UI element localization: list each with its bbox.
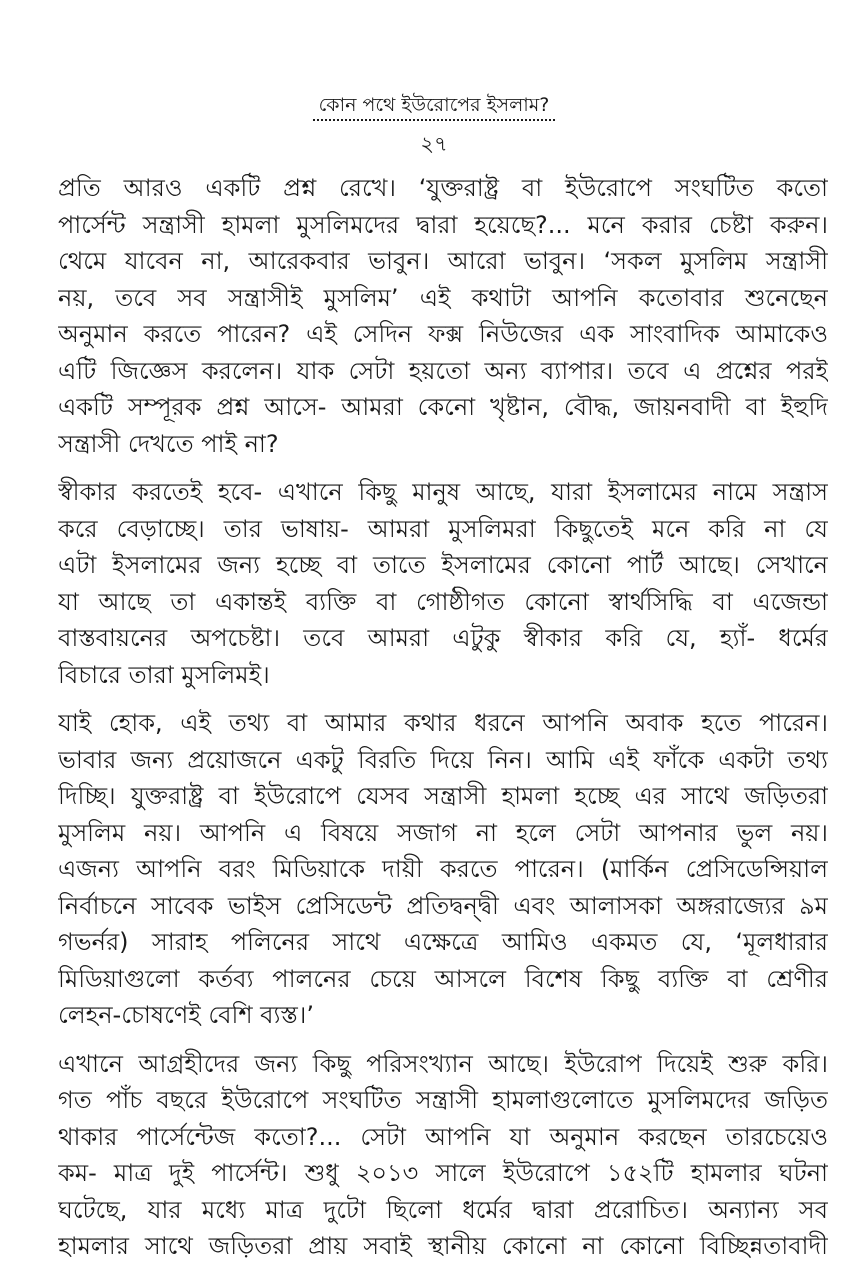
text-line: এটা ইসলামের জন্য হচ্ছে বা তাতে ইসলামের কোনো পার্ট আছে। সেখানে <box>58 551 828 579</box>
text-line: ঘটেছে, যার মধ্যে মাত্র দুটো ছিলো ধর্মের দ্বারা প্ররোচিত। অন্যান্য সব <box>58 1195 828 1224</box>
paragraph <box>58 170 828 462</box>
page-number: ২৭ <box>420 132 448 156</box>
text-line: যাই হোক, এই তথ্য বা আমার কথার ধরনে আপনি অবাক হতে পারেন। <box>58 709 828 737</box>
text-line: গত পাঁচ বছরে ইউরোপে সংঘটিত সন্ত্রাসী হামলাগুলোতে মুসলিমদের জড়িত <box>58 1086 828 1114</box>
text-line: বিচারে তারা মুসলিমই। <box>58 660 270 689</box>
text-line: সন্ত্রাসী দেখতে পাই না? <box>58 429 279 458</box>
text-line: পার্সেন্ট সন্ত্রাসী হামলা মুসলিমদের দ্বারা হয়েছে?... মনে করার চেষ্টা করুন। <box>58 210 828 239</box>
text-line: একটি সম্পূরক প্রশ্ন আসে- আমরা কেনো খৃষ্টান, বৌদ্ধ, জায়নবাদী বা ইহুদি <box>58 393 828 421</box>
text-line: এজন্য আপনি বরং মিডিয়াকে দায়ী করতে পারেন। (মার্কিন প্রেসিডেন্সিয়াল <box>58 855 828 883</box>
text-line: হামলার সাথে জড়িতরা প্রায় সবাই স্থানীয় কোনো না কোনো বিচ্ছিন্নতাবাদী <box>58 1232 828 1260</box>
text-line: থাকার পার্সেন্টেজ কতো?... সেটা আপনি যা অনুমান করছেন তারচেয়েও <box>58 1122 828 1151</box>
text-line: কম- মাত্র দুই পার্সেন্ট। শুধু ২০১৩ সালে ইউরোপে ১৫২টি হামলার ঘটনা <box>58 1159 828 1187</box>
text-line: এটি জিজ্ঞেস করলেন। যাক সেটা হয়তো অন্য ব্যাপার। তবে এ প্রশ্নের পরই <box>58 356 828 385</box>
text-line: নয়, তবে সব সন্ত্রাসীই মুসলিম’ এই কথাটা আপনি কতোবার শুনেছেন <box>58 283 828 312</box>
text-line: স্বীকার করতেই হবে- এখানে কিছু মানুষ আছে, যারা ইসলামের নামে সন্ত্রাস <box>58 478 828 506</box>
text-line: ভাবার জন্য প্রয়োজনে একটু বিরতি দিয়ে নিন। আমি এই ফাঁকে একটা তথ্য <box>58 745 828 774</box>
running-header <box>0 92 868 121</box>
paragraph <box>58 705 828 1034</box>
text-line: বাস্তবায়নের অপচেষ্টা। তবে আমরা এটুকু স্বীকার করি যে, হ্যাঁ- ধর্মের <box>58 624 828 652</box>
text-line: যা আছে তা একান্তই ব্যক্তি বা গোষ্ঠীগত কোনো স্বার্থসিদ্ধি বা এজেন্ডা <box>58 587 828 616</box>
body-text <box>58 170 828 1277</box>
text-line: দিচ্ছি। যুক্তরাষ্ট্র বা ইউরোপে যেসব সন্ত্রাসী হামলা হচ্ছে এর সাথে জড়িতরা <box>58 782 828 810</box>
running-title: কোন পথে ইউরোপের ইসলাম? <box>313 92 556 121</box>
text-line: নির্বাচনে সাবেক ভাইস প্রেসিডেন্ট প্রতিদ্বন্দ্বী এবং আলাসকা অঙ্গরাজ্যের ৯ম <box>58 891 828 920</box>
text-line: এখানে আগ্রহীদের জন্য কিছু পরিসংখ্যান আছে। ইউরোপ দিয়েই শুরু করি। <box>58 1049 828 1078</box>
paragraph <box>58 1046 828 1265</box>
text-line: থেমে যাবেন না, আরেকবার ভাবুন। আরো ভাবুন। ‘সকল মুসলিম সন্ত্রাসী <box>58 247 828 275</box>
text-line: মিডিয়াগুলো কর্তব্য পালনের চেয়ে আসলে বিশেষ কিছু ব্যক্তি বা শ্রেণীর <box>58 964 828 993</box>
text-line: করে বেড়াচ্ছে। তার ভাষায়- আমরা মুসলিমরা কিছুতেই মনে করি না যে <box>58 514 828 543</box>
paragraph <box>58 474 828 693</box>
text-line: অনুমান করতে পারেন? এই সেদিন ফক্স নিউজের এক সাংবাদিক আমাকেও <box>58 320 828 348</box>
text-line: প্রতি আরও একটি প্রশ্ন রেখে। ‘যুক্তরাষ্ট্র বা ইউরোপে সংঘটিত কতো <box>58 174 828 202</box>
text-line: গভর্নর) সারাহ পলিনের সাথে এক্ষেত্রে আমিও একমত যে, ‘মূলধারার <box>58 928 828 956</box>
text-line: মুসলিম নয়। আপনি এ বিষয়ে সজাগ না হলে সেটা আপনার ভুল নয়। <box>58 818 828 847</box>
text-line: লেহন-চোষণেই বেশি ব্যস্ত।’ <box>58 1001 314 1029</box>
